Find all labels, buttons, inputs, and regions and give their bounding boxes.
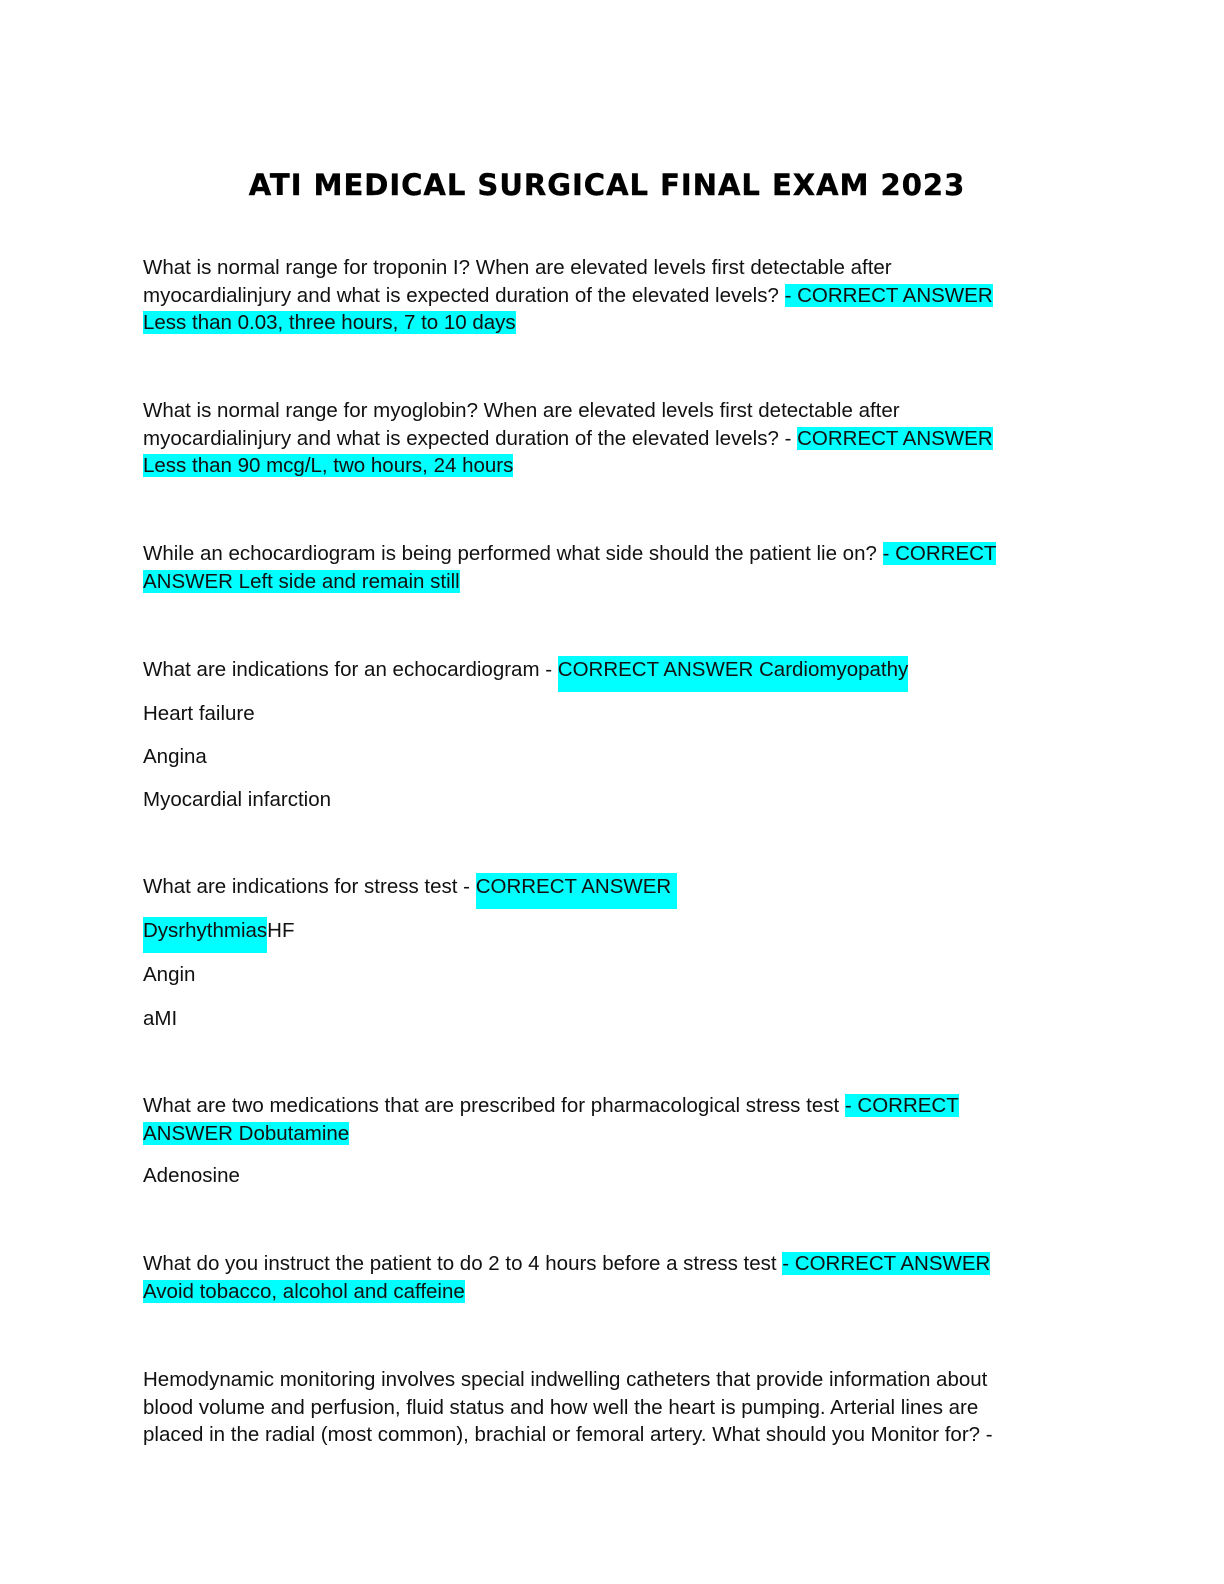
question-myoglobin (143, 397, 1053, 480)
answer-highlight: ANSWER Dobutamine (143, 1121, 350, 1145)
question-text: What is normal range for myoglobin? When are elevated levels first detectable after (143, 399, 900, 422)
answer-highlight: CORRECT ANSWER Cardiomyopathy (558, 656, 909, 692)
answer-highlight: Less than 90 mcg/L, two hours, 24 hours (143, 454, 514, 477)
question-text: myocardialinjury and what is expected duration of the elevated levels? (143, 283, 785, 307)
answer-highlight: CORRECT ANSWER (797, 426, 993, 450)
answer-item: Heart failure (143, 702, 255, 725)
question-text: What are indications for an echocardiogram - (143, 658, 558, 681)
question-text: What do you instruct the patient to do 2 to 4 hours before a stress test (143, 1252, 783, 1275)
answer-highlight: - CORRECT ANSWER (782, 1252, 991, 1275)
answer-highlight: - CORRECT ANSWER (784, 283, 993, 307)
answer-text: HF (267, 919, 295, 942)
page-title: ATI MEDICAL SURGICAL FINAL EXAM 2023 (248, 168, 966, 202)
question-text: What is normal range for troponin I? When are elevated levels first detectable after (143, 256, 892, 279)
answer-highlight: CORRECT ANSWER (476, 873, 678, 909)
answer-highlight: - CORRECT (844, 1094, 959, 1117)
answer-item: Angin (143, 963, 196, 986)
answer-item: Myocardial infarction (143, 788, 331, 811)
answer-item: aMI (143, 1007, 178, 1030)
question-text: What are two medications that are prescribed for pharmacological stress test (143, 1094, 845, 1117)
answer-item: Angina (143, 745, 207, 768)
question-text: blood volume and perfusion, fluid status and how well the heart is pumping. Arterial lines are (143, 1395, 979, 1419)
question-text: myocardialinjury and what is expected duration of the elevated levels? - (143, 426, 798, 450)
answer-item (143, 917, 295, 953)
question-stress-indications (143, 873, 677, 909)
question-echo-indications (143, 656, 908, 692)
answer-highlight: - CORRECT (882, 542, 997, 565)
question-text: placed in the radial (most common), brachial or femoral artery. What should you Monitor for? - (143, 1423, 993, 1446)
answer-highlight: ANSWER Left side and remain still (143, 569, 460, 593)
answer-highlight: Dysrhythmias (143, 917, 267, 953)
answer-highlight: Less than 0.03, three hours, 7 to 10 days (143, 311, 516, 334)
question-stress-instructions (143, 1250, 1053, 1305)
question-stress-medications (143, 1092, 1053, 1147)
question-hemodynamic-monitoring (143, 1366, 1053, 1449)
answer-highlight: Avoid tobacco, alcohol and caffeine (143, 1279, 465, 1303)
question-text: While an echocardiogram is being performed what side should the patient lie on? (143, 542, 883, 565)
question-echo-position (143, 540, 1053, 595)
question-text: What are indications for stress test - (143, 875, 476, 898)
answer-item: Adenosine (143, 1164, 240, 1187)
question-troponin (143, 254, 1053, 337)
question-text: Hemodynamic monitoring involves special indwelling catheters that provide information about (143, 1368, 988, 1391)
